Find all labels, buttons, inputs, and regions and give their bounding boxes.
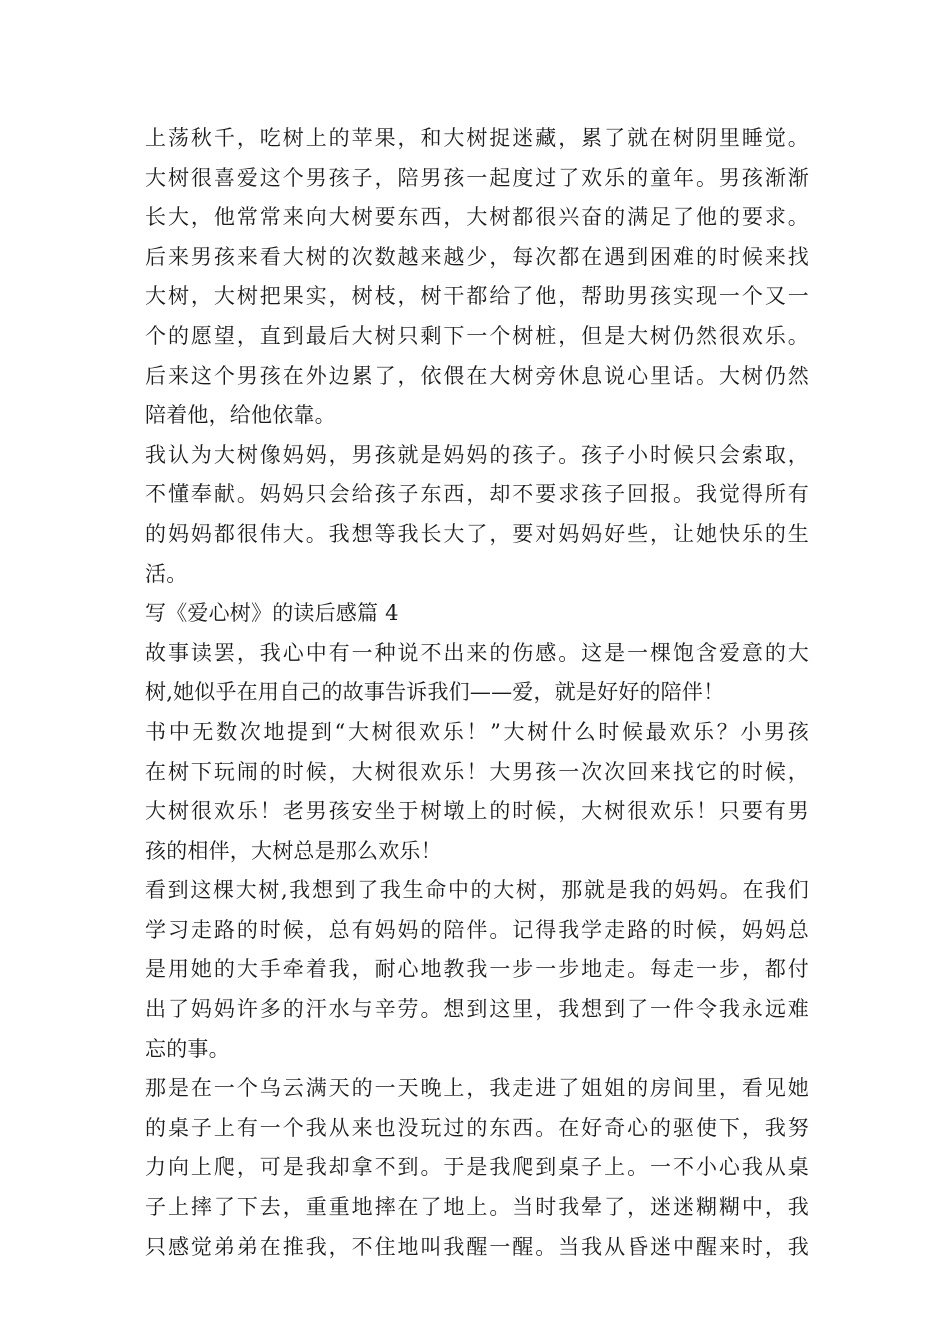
text-line: 的妈妈都很伟大。我想等我长大了，要对妈妈好些，让她快乐的生 [145,521,809,546]
text-line: 在树下玩闹的时候，大树很欢乐！大男孩一次次回来找它的时候， [145,759,809,784]
text-line: 出了妈妈许多的汗水与辛劳。想到这里，我想到了一件令我永远难 [145,997,809,1022]
text-line: 上荡秋千，吃树上的苹果，和大树捉迷藏，累了就在树阴里睡觉。 [145,126,809,150]
document-page [145,119,809,1267]
text-line: 孩的相伴，大树总是那么欢乐！ [145,838,442,863]
text-line: 那是在一个乌云满天的一天晚上，我走进了姐姐的房间里，看见她 [145,1076,809,1101]
text-line: 个的愿望，直到最后大树只剩下一个树桩，但是大树仍然很欢乐。 [145,323,809,348]
text-line: 故事读罢，我心中有一种说不出来的伤感。这是一棵饱含爱意的大 [145,640,809,665]
text-line: 书中无数次地提到“大树很欢乐！”大树什么时候最欢乐？小男孩 [145,719,809,744]
text-line: 子上摔了下去，重重地摔在了地上。当时我晕了，迷迷糊糊中，我 [145,1195,809,1220]
text-line: 树,她似乎在用自己的故事告诉我们——爱，就是好好的陪伴！ [145,680,725,705]
text-line: 只感觉弟弟在推我，不住地叫我醒一醒。当我从昏迷中醒来时，我 [145,1234,809,1259]
text-line: 的桌子上有一个我从来也没玩过的东西。在好奇心的驱使下，我努 [145,1115,809,1140]
text-line: 长大，他常常来向大树要东西，大树都很兴奋的满足了他的要求。 [145,205,809,230]
text-line: 大树很欢乐！老男孩安坐于树墩上的时候，大树很欢乐！只要有男 [145,799,809,824]
text-line: 看到这棵大树,我想到了我生命中的大树，那就是我的妈妈。在我们 [145,878,809,903]
text-line: 不懂奉献。妈妈只会给孩子东西，却不要求孩子回报。我觉得所有 [145,482,809,507]
text-line: 力向上爬，可是我却拿不到。于是我爬到桌子上。一不小心我从桌 [145,1155,809,1180]
text-line: 我认为大树像妈妈，男孩就是妈妈的孩子。孩子小时候只会索取， [145,442,809,467]
text-line: 写《爱心树》的读后感篇 4 [145,601,399,626]
text-line: 忘的事。 [145,1036,230,1061]
text-line: 后来这个男孩在外边累了，依偎在大树旁休息说心里话。大树仍然 [145,363,809,388]
text-line: 大树，大树把果实，树枝，树干都给了他，帮助男孩实现一个又一 [145,284,809,309]
text-line: 大树很喜爱这个男孩子，陪男孩一起度过了欢乐的童年。男孩渐渐 [145,165,809,190]
text-line: 活。 [145,561,188,586]
text-line: 是用她的大手牵着我，耐心地教我一步一步地走。每走一步，都付 [145,957,809,982]
text-line: 后来男孩来看大树的次数越来越少，每次都在遇到困难的时候来找 [145,244,809,269]
text-line: 学习走路的时候，总有妈妈的陪伴。记得我学走路的时候，妈妈总 [145,917,809,942]
text-line: 陪着他，给他依靠。 [145,403,336,428]
